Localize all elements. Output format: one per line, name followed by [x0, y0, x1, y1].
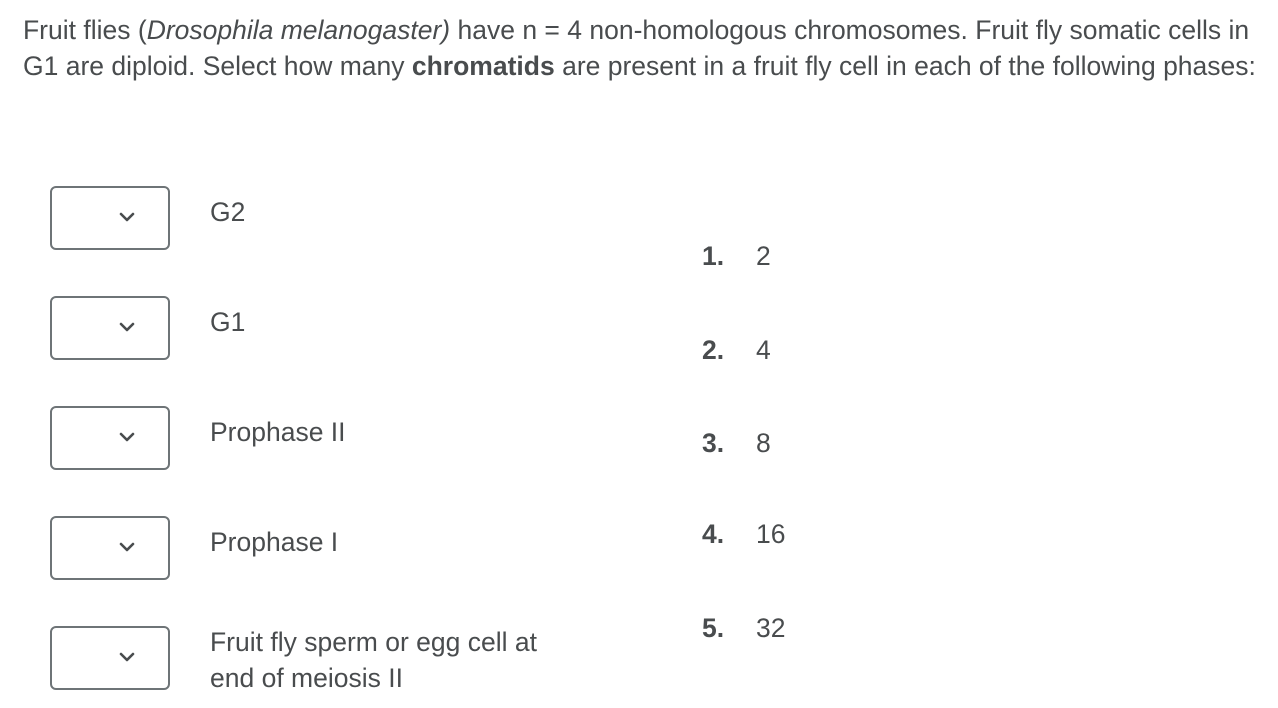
emphasis-chromatids: chromatids	[411, 51, 555, 81]
choice-item	[702, 516, 785, 552]
answer-select-prophase-ii[interactable]	[50, 406, 170, 470]
chevron-down-icon	[119, 651, 135, 663]
choice-item	[702, 610, 785, 646]
choice-number: 2.	[702, 335, 725, 365]
choice-number: 1.	[702, 241, 725, 271]
choice-value: 16	[756, 519, 786, 549]
question-text	[23, 12, 1273, 84]
chevron-down-icon	[119, 541, 135, 553]
answer-select-g1[interactable]	[50, 296, 170, 360]
phase-label: Prophase II	[210, 417, 346, 447]
choice-number: 4.	[702, 519, 725, 549]
answer-select-gamete[interactable]	[50, 626, 170, 690]
matching-row-gamete	[0, 626, 640, 696]
choice-item	[702, 332, 771, 368]
choice-value: 2	[756, 241, 771, 271]
question-part1: Fruit flies (	[23, 15, 147, 45]
matching-row-prophase-i	[0, 516, 640, 586]
choice-item	[702, 238, 771, 274]
phase-label	[210, 624, 630, 696]
choice-value: 32	[756, 613, 786, 643]
phase-label-line1: Fruit fly sperm or egg cell at	[210, 627, 537, 657]
phase-label: G1	[210, 307, 246, 337]
chevron-down-icon	[119, 321, 135, 333]
matching-row-g1	[0, 296, 640, 366]
choice-number: 3.	[702, 428, 725, 458]
phase-label-line2: end of meiosis II	[210, 663, 403, 693]
phase-label: G2	[210, 197, 246, 227]
phase-label: Prophase I	[210, 527, 339, 557]
matching-row-prophase-ii	[0, 406, 640, 476]
species-name: Drosophila melanogaster)	[146, 15, 451, 45]
matching-row-g2	[0, 186, 640, 256]
choice-value: 4	[756, 335, 771, 365]
question-part2: have n = 4 non-homologous chromosomes. Fruit fly somatic cells in G1 are diploid. Select how many	[23, 15, 1250, 81]
chevron-down-icon	[119, 431, 135, 443]
choice-value: 8	[756, 428, 771, 458]
chevron-down-icon	[119, 211, 135, 223]
choice-item	[702, 425, 771, 461]
answer-select-prophase-i[interactable]	[50, 516, 170, 580]
choice-number: 5.	[702, 613, 725, 643]
answer-select-g2[interactable]	[50, 186, 170, 250]
question-part3: are present in a fruit fly cell in each of the following phases:	[554, 51, 1256, 81]
